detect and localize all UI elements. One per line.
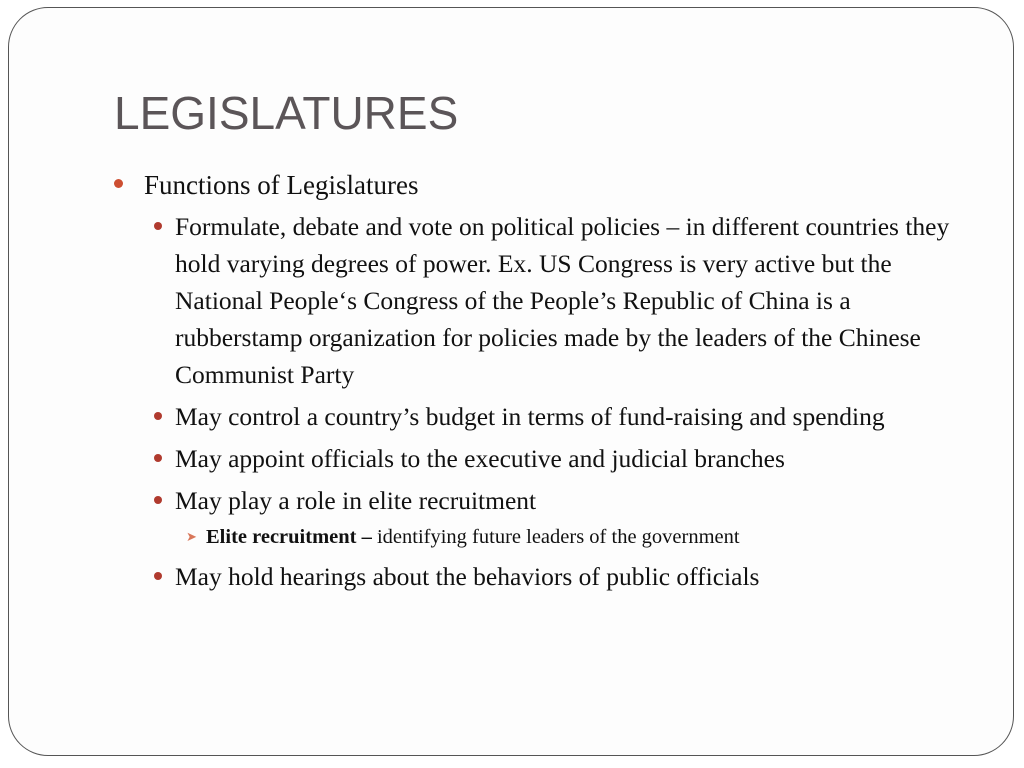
- arrowhead-bullet-icon: ➤: [186, 530, 197, 545]
- round-bullet-icon: [154, 454, 162, 462]
- main-bullet-text: Functions of Legislatures: [144, 170, 419, 200]
- nested-bullet-item: [186, 522, 974, 552]
- sub-bullet-item: [154, 440, 974, 477]
- round-bullet-icon: [154, 572, 162, 580]
- slide-content: [114, 166, 974, 600]
- sub-bullet-text: Formulate, debate and vote on political policies – in different countries they hold varying degrees of power. Ex. US Congress is very active but the National People‘s Congress of the People’s Republic of China is a rubberstamp organization for policies made by the leaders of the Chinese Communist Party: [175, 212, 950, 389]
- sub-bullet-text: May play a role in elite recruitment: [175, 486, 537, 515]
- round-bullet-icon: [154, 222, 162, 230]
- main-bullet: [114, 166, 974, 204]
- round-bullet-icon: [114, 179, 123, 188]
- round-bullet-icon: [154, 496, 162, 504]
- sub-bullet-item: [154, 398, 974, 435]
- sub-bullet-text: May appoint officials to the executive and judicial branches: [175, 444, 785, 473]
- nested-bullet-definition: identifying future leaders of the government: [371, 526, 740, 548]
- sub-bullet-list: [114, 208, 974, 595]
- sub-bullet-item: [154, 208, 974, 393]
- round-bullet-icon: [154, 412, 162, 420]
- sub-bullet-text: May control a country’s budget in terms of fund-raising and spending: [175, 402, 885, 431]
- nested-bullet-term: Elite recruitment –: [206, 526, 372, 548]
- slide-title: LEGISLATURES: [114, 87, 459, 139]
- sub-bullet-item: [154, 482, 974, 519]
- sub-bullet-text: May hold hearings about the behaviors of public officials: [175, 562, 760, 591]
- sub-bullet-item: [154, 558, 974, 595]
